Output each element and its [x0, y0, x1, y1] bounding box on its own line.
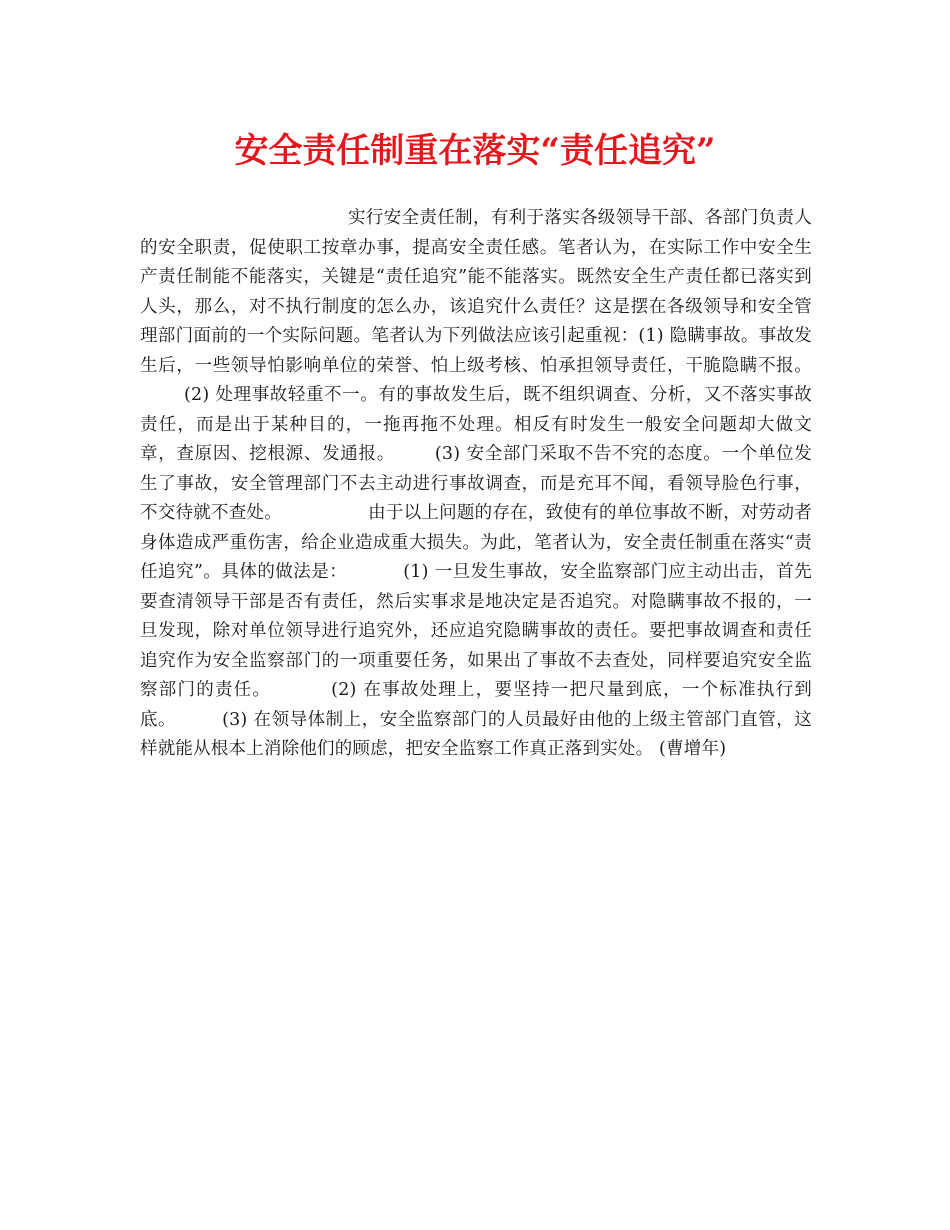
- body-segment-point-2: (2) 处理事故轻重不一。有的事故发生后，既不组织调查、分析，又不落实事故责任，而是出于某种目的，一拖再拖不处理。相反有时发生一般安全问题却大做文章，查原因、挖根源、发通报。: [140, 385, 812, 464]
- body-segment-intro: 实行安全责任制，有利于落实各级领导干部、各部门负责人的安全职责，促使职工按章办事，提高安全责任感。笔者认为，在实际工作中安全生产责任制能不能落实，关键是“责任追究”能不能落实。既然安全生产责任都已落实到人头，那么，对不执行制度的怎么办，该追究什么责任？这是摆在各级领导和安全管理部门面前的一个实际问题。笔者认为下列做法应该引起重视：(1) 隐瞒事故。事故发生后，一些领导怕影响单位的荣誉、怕上级考核、怕承担领导责任，干脆隐瞒不报。: [140, 208, 812, 376]
- body-segment-point-3: (3) 安全部门采取不告不究的态度。一个单位发生了事故，安全管理部门不去主动进行事故调查，而是充耳不闻，看领导脸色行事，不交待就不查处。: [140, 444, 812, 523]
- body-segment-conclusion: 由于以上问题的存在，致使有的单位事故不断，对劳动者身体造成严重伤害，给企业造成重大损失。为此，笔者认为，安全责任制重在落实“责任追究”。具体的做法是：: [140, 503, 812, 582]
- document-title: 安全责任制重在落实“责任追究”: [234, 131, 716, 171]
- body-segment-measure-3: (3) 在领导体制上，安全监察部门的人员最好由他的上级主管部门直管，这样就能从根本上消除他们的顾虑，把安全监察工作真正落到实处。 (曹增年): [140, 709, 812, 759]
- document-body: [140, 204, 812, 765]
- body-segment-measure-2: (2) 在事故处理上，要坚持一把尺量到底，一个标准执行到底。: [140, 680, 813, 730]
- body-segment-measure-1: (1) 一旦发生事故，安全监察部门应主动出击，首先要查清领导干部是否有责任，然后实事求是地决定是否追究。对隐瞒事故不报的，一旦发现，除对单位领导进行追究外，还应追究隐瞒事故的责任。要把事故调查和责任追究作为安全监察部门的一项重要任务，如果出了事故不去查处，同样要追究安全监察部门的责任。: [140, 562, 812, 700]
